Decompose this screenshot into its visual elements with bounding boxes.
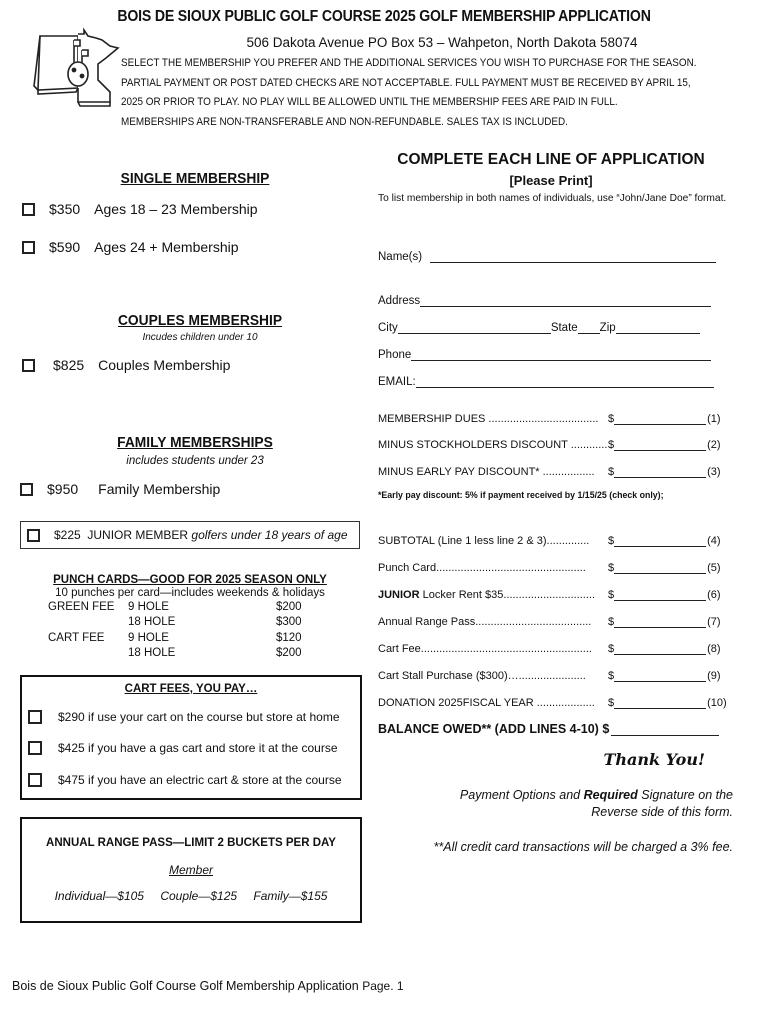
phone-label: Phone: [378, 349, 412, 361]
fee-type: [48, 615, 128, 631]
option-price: $950: [47, 481, 79, 497]
line-item-subtotal[interactable]: [378, 531, 721, 547]
page-number: Page. 1: [362, 979, 404, 993]
page-title: BOIS DE SIOUX PUBLIC GOLF COURSE 2025 GOLF MEMBERSHIP APPLICATION: [117, 8, 651, 25]
holes: 18 HOLE: [128, 647, 176, 660]
line-label: MINUS STOCKHOLDERS DISCOUNT ............: [378, 439, 607, 451]
fee-type: GREEN FEE: [48, 600, 115, 613]
north-dakota-minnesota-golf-logo-icon: [26, 26, 126, 126]
family-option[interactable]: [20, 481, 220, 497]
single-option-24-plus[interactable]: [22, 239, 239, 255]
option-label: Ages 18 – 23 Membership: [94, 201, 258, 217]
names-field[interactable]: [378, 247, 716, 263]
line-label: MINUS EARLY PAY DISCOUNT* .................: [378, 466, 595, 478]
balance-owed-label: BALANCE OWED** (ADD LINES 4-10) $: [378, 722, 610, 736]
email-label: EMAIL:: [378, 376, 416, 388]
price: $200: [276, 647, 302, 660]
amount-input[interactable]: [614, 438, 706, 451]
range-price-couple: Couple—$125: [160, 889, 238, 903]
amount-input[interactable]: [614, 615, 706, 628]
thank-you-text: Thank You!: [603, 750, 705, 769]
option-label: Ages 24 + Membership: [94, 239, 239, 255]
cart-fee-option-gas[interactable]: [28, 741, 338, 755]
table-row: [48, 599, 302, 615]
range-price-individual: Individual—$105: [54, 889, 144, 903]
line-number: (10): [707, 697, 727, 709]
price: $200: [276, 600, 302, 613]
table-row: [48, 615, 302, 631]
dollar-sign: $: [608, 670, 615, 682]
payment-note-post: Signature on the: [637, 788, 733, 802]
line-label: MEMBERSHIP DUES ....................................: [378, 413, 599, 425]
payment-note-bold: Required: [583, 788, 638, 802]
dollar-sign: $: [608, 643, 615, 655]
checkbox[interactable]: [28, 710, 42, 724]
instruction-line: 2025 OR PRIOR TO PLAY. NO PLAY WILL BE ALLOWED UNTIL THE MEMBERSHIP FEES ARE PAID IN FULL.: [121, 96, 618, 108]
email-field[interactable]: [378, 372, 714, 388]
holes: 9 HOLE: [128, 631, 169, 644]
instruction-line: PARTIAL PAYMENT OR POST DATED CHECKS ARE NOT ACCEPTABLE. FULL PAYMENT MUST BE RECEIVED BY APRIL 15,: [121, 76, 691, 89]
fee-type: CART FEE: [48, 631, 105, 644]
couples-membership-heading: COUPLES MEMBERSHIP: [117, 312, 283, 329]
line-number: (4): [707, 535, 721, 547]
annual-range-pass-box: [20, 817, 362, 923]
dollar-sign: $: [608, 616, 615, 628]
dollar-sign: $: [608, 439, 615, 451]
option-price: $590: [49, 239, 81, 255]
holes: 18 HOLE: [128, 616, 176, 629]
early-pay-note: *Early pay discount: 5% if payment received by 1/15/25 (check only);: [378, 490, 664, 500]
address-input[interactable]: [420, 294, 711, 307]
line-item-cart-fee[interactable]: [378, 639, 721, 655]
table-row: [48, 646, 302, 662]
checkbox[interactable]: [28, 741, 42, 755]
line-label-text: Locker Rent $35..............................: [419, 589, 596, 601]
line-label: Punch Card.................................................: [378, 562, 586, 574]
balance-owed-input[interactable]: [611, 722, 719, 736]
checkbox[interactable]: [28, 773, 42, 787]
cart-fee-option-home[interactable]: [28, 710, 340, 724]
city-label: City: [378, 322, 398, 334]
amount-input[interactable]: [614, 534, 706, 547]
dollar-sign: $: [608, 697, 615, 709]
line-item-junior-locker[interactable]: [378, 585, 721, 601]
dollar-sign: $: [608, 562, 615, 574]
payment-note-line1: [420, 787, 733, 804]
line-item-donation[interactable]: [378, 693, 727, 709]
course-address: 506 Dakota Avenue PO Box 53 – Wahpeton, North Dakota 58074: [246, 35, 638, 50]
footer-text: Bois de Sioux Public Golf Course Golf Membership Application: [12, 979, 359, 993]
zip-input[interactable]: [616, 321, 700, 334]
names-input[interactable]: [430, 250, 716, 263]
line-item-annual-range-pass[interactable]: [378, 612, 721, 628]
amount-input[interactable]: [614, 669, 706, 682]
payment-note-pre: Payment Options and: [459, 788, 584, 802]
line-number: (6): [707, 589, 721, 601]
amount-input[interactable]: [614, 696, 706, 709]
dollar-sign: $: [608, 466, 615, 478]
range-pass-member-label: Member: [168, 863, 213, 877]
line-item-early-pay-discount[interactable]: [378, 462, 721, 478]
line-label: Cart Fee........................................................: [378, 643, 592, 655]
punch-cards-table: [48, 599, 302, 661]
option-label: Couples Membership: [98, 357, 231, 373]
single-membership-heading: SINGLE MEMBERSHIP: [120, 170, 270, 187]
dollar-sign: $: [608, 589, 615, 601]
line-label: [378, 589, 607, 601]
price: $300: [276, 616, 302, 629]
line-item-stockholders-discount[interactable]: [378, 435, 721, 451]
application-note: To list membership in both names of individuals, use “John/Jane Doe” format.: [378, 193, 727, 204]
line-number: (7): [707, 616, 721, 628]
city-input[interactable]: [398, 321, 551, 334]
junior-note: golfers under 18 years of age: [191, 528, 348, 542]
line-number: (5): [707, 562, 721, 574]
amount-input[interactable]: [614, 465, 706, 478]
price: $120: [276, 631, 302, 644]
application-subtitle: [Please Print]: [509, 173, 593, 188]
checkbox[interactable]: [22, 241, 35, 254]
line-label: Cart Stall Purchase ($300)…......................: [378, 670, 586, 682]
line-number: (9): [707, 670, 721, 682]
instruction-line: MEMBERSHIPS ARE NON-TRANSFERABLE AND NON-REFUNDABLE. SALES TAX IS INCLUDED.: [121, 115, 568, 128]
line-number: (8): [707, 643, 721, 655]
option-price: $350: [49, 201, 81, 217]
amount-input[interactable]: [614, 588, 706, 601]
state-label: State: [550, 322, 578, 334]
names-label: Name(s): [378, 251, 423, 263]
credit-card-fee-note: **All credit card transactions will be charged a 3% fee.: [433, 840, 733, 854]
checkbox[interactable]: [22, 203, 35, 216]
amount-input[interactable]: [614, 642, 706, 655]
junior-member-label: [54, 528, 348, 542]
line-number: (3): [707, 466, 721, 478]
instruction-line: SELECT THE MEMBERSHIP YOU PREFER AND THE ADDITIONAL SERVICES YOU WISH TO PURCHASE FOR THE SEASON.: [121, 57, 697, 69]
punch-cards-section: [20, 574, 360, 661]
payment-options-note: [420, 787, 733, 821]
fee-type: [48, 646, 128, 662]
option-label: $475 if you have an electric cart & store at the course: [58, 773, 342, 787]
option-label: $290 if use your cart on the course but store at home: [58, 710, 340, 724]
cart-fee-option-electric[interactable]: [28, 773, 342, 787]
punch-cards-subheading: 10 punches per card—includes weekends & holidays: [55, 587, 325, 599]
line-label-bold: JUNIOR: [378, 589, 420, 601]
family-membership-subheading: includes students under 23: [126, 455, 264, 467]
line-item-membership-dues[interactable]: [378, 409, 721, 425]
address-label: Address: [378, 295, 421, 307]
line-number: (1): [707, 413, 721, 425]
option-label: Family Membership: [98, 481, 221, 497]
line-item-punch-card[interactable]: [378, 558, 721, 574]
balance-owed-line[interactable]: [378, 722, 719, 736]
page-footer: [12, 979, 404, 993]
checkbox[interactable]: [20, 483, 33, 496]
family-membership-heading: FAMILY MEMBERSHIPS: [117, 434, 273, 451]
dollar-sign: $: [608, 535, 615, 547]
phone-input[interactable]: [411, 348, 711, 361]
zip-label: Zip: [599, 322, 616, 334]
line-label: DONATION 2025FISCAL YEAR ...................: [378, 697, 595, 709]
address-field[interactable]: [378, 291, 711, 307]
state-input[interactable]: [578, 321, 600, 334]
instructions: [121, 54, 741, 132]
line-label: SUBTOTAL (Line 1 less line 2 & 3)..............: [378, 535, 590, 547]
payment-note-line2: Reverse side of this form.: [591, 805, 733, 819]
application-title: COMPLETE EACH LINE OF APPLICATION: [397, 151, 705, 168]
range-price-family: Family—$155: [253, 889, 328, 903]
line-item-cart-stall[interactable]: [378, 666, 721, 682]
range-pass-prices: [22, 889, 360, 903]
amount-input[interactable]: [614, 561, 706, 574]
holes: 9 HOLE: [128, 600, 169, 613]
cart-fees-box: [20, 675, 362, 800]
cart-fees-heading: CART FEES, YOU PAY…: [124, 683, 258, 695]
dollar-sign: $: [608, 413, 615, 425]
table-row: [48, 630, 302, 646]
line-label: Annual Range Pass......................................: [378, 616, 592, 628]
checkbox[interactable]: [27, 529, 40, 542]
junior-label: JUNIOR MEMBER: [87, 528, 189, 542]
single-option-18-23[interactable]: [22, 201, 258, 217]
email-input[interactable]: [416, 375, 714, 388]
junior-member-option[interactable]: [20, 521, 360, 549]
city-state-zip-field[interactable]: [378, 318, 700, 334]
punch-cards-heading: PUNCH CARDS—GOOD FOR 2025 SEASON ONLY: [53, 574, 327, 586]
line-number: (2): [707, 439, 721, 451]
option-label: $425 if you have a gas cart and store it at the course: [58, 741, 338, 755]
couples-membership-subheading: Incudes children under 10: [142, 332, 258, 343]
amount-input[interactable]: [614, 412, 706, 425]
phone-field[interactable]: [378, 345, 711, 361]
junior-price: $225: [54, 528, 81, 542]
checkbox[interactable]: [22, 359, 35, 372]
range-pass-heading: ANNUAL RANGE PASS—LIMIT 2 BUCKETS PER DAY: [46, 837, 336, 849]
option-price: $825: [53, 357, 85, 373]
couples-option[interactable]: [22, 357, 230, 373]
